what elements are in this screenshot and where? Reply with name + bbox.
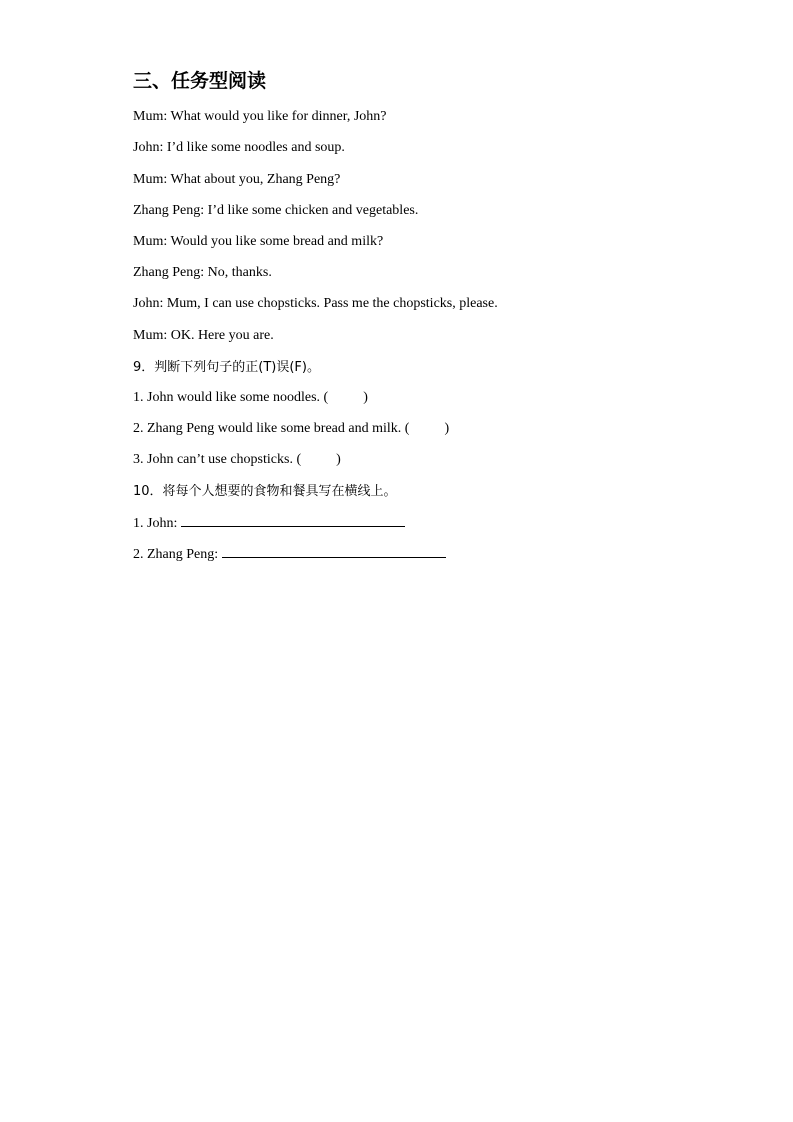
dialogue-line: Zhang Peng: No, thanks. [133, 265, 272, 280]
question-9-item-3 [133, 451, 341, 469]
section-title: 三、任务型阅读 [133, 70, 267, 92]
dialogue-line: John: Mum, I can use chopsticks. Pass me the chopsticks, please. [133, 296, 498, 311]
dialogue-line: Zhang Peng: I’d like some chicken and vegetables. [133, 203, 419, 218]
dialogue-line: Mum: What about you, Zhang Peng? [133, 172, 341, 187]
close-paren: ) [444, 421, 450, 436]
dialogue-line: Mum: What would you like for dinner, John? [133, 109, 387, 124]
question-9-item-2 [133, 420, 449, 438]
question-9-item-2-text: 2. Zhang Peng would like some bread and milk. ( [133, 421, 410, 436]
answer-blank[interactable] [328, 389, 363, 407]
dialogue-line: John: I’d like some noodles and soup. [133, 140, 345, 155]
answer-line[interactable] [181, 514, 405, 527]
answer-line[interactable] [222, 545, 446, 558]
question-10-item-1-label: 1. John: [133, 516, 178, 531]
question-9-item-1-text: 1. John would like some noodles. ( [133, 390, 329, 405]
question-9-item-1 [133, 389, 368, 407]
question-10-item-1 [133, 514, 405, 533]
question-9-item-3-text: 3. John can’t use chopsticks. ( [133, 452, 302, 467]
dialogue-line: Mum: Would you like some bread and milk? [133, 234, 384, 249]
question-10-item-2 [133, 545, 446, 564]
question-10-instruction: 10．将每个人想要的食物和餐具写在横线上。 [133, 484, 397, 499]
close-paren: ) [336, 452, 341, 467]
question-10-item-2-label: 2. Zhang Peng: [133, 547, 219, 562]
answer-blank[interactable] [409, 420, 444, 438]
answer-blank[interactable] [301, 451, 336, 469]
question-9-instruction: 9．判断下列句子的正(T)误(F)。 [133, 360, 320, 375]
close-paren: ) [363, 390, 368, 405]
dialogue-line: Mum: OK. Here you are. [133, 328, 274, 343]
